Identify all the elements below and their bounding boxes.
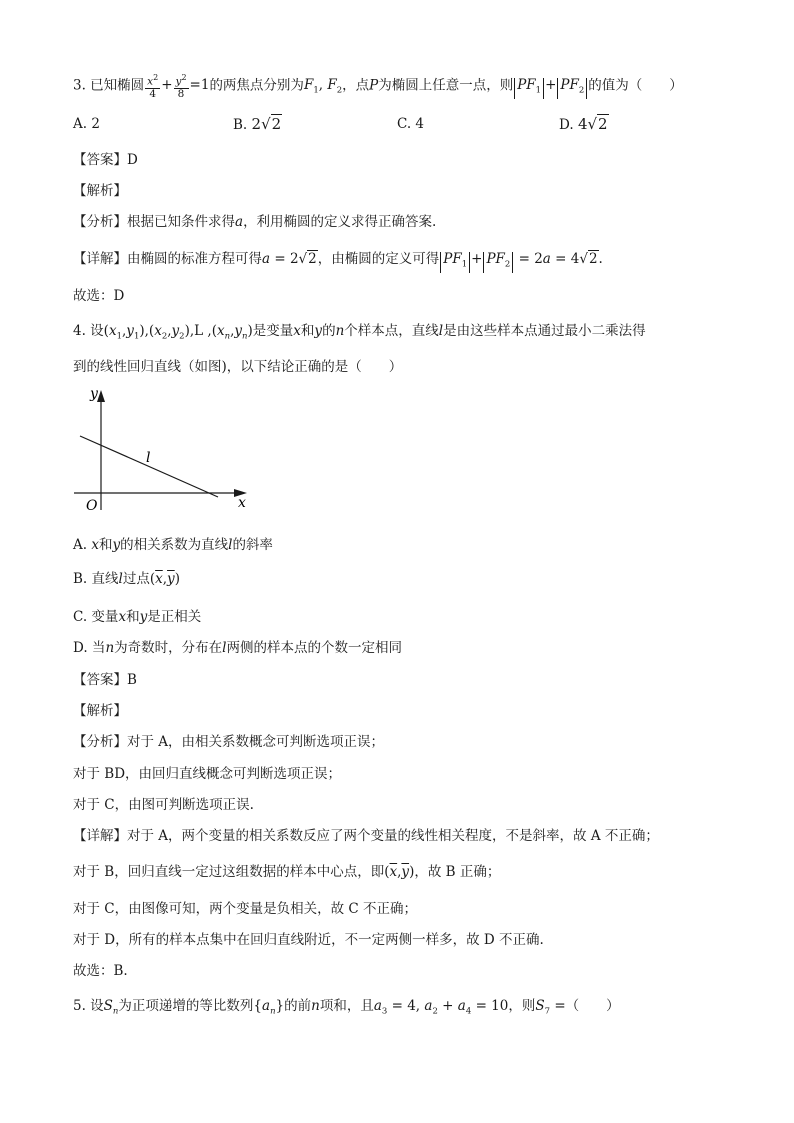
q4-xiangjie-1: 【详解】对于 A，两个变量的相关系数反应了两个变量的线性相关程度，不是斜率，故 A 不正确； — [73, 828, 659, 844]
line-label: l — [146, 450, 151, 466]
point-p: P — [369, 77, 379, 94]
origin-label: O — [86, 498, 98, 514]
q4-stem: 4. 设$(x_1,y_1),(x_2,y_2),L$ $,(x_n,y_n)$是变量x和y的n个样本点，直线l是由这些样本点通过最小二乘法得 — [73, 323, 646, 342]
q3-xiangjie: 【详解】由椭圆的标准方程可得a = 2√2，由椭圆的定义可得 $PF_1 + PF_2 = 2a = 4√2$. — [73, 249, 603, 273]
q4-fenxi-1: 【分析】对于 A，由相关系数概念可判断选项正误； — [73, 734, 385, 750]
q4-analysis-label: 【解析】 — [73, 703, 127, 719]
q4-fenxi-2: 对于 BD，由回归直线概念可判断选项正误； — [73, 766, 342, 782]
q3-result: 故选：D — [73, 288, 125, 304]
q4-option-c: C. 变量x和y是正相关 — [73, 609, 202, 625]
foci: $F_1$, $F_2$ — [303, 77, 343, 96]
distance-sum: $PF_1 + PF_2$ — [513, 77, 588, 93]
q3-options — [73, 114, 713, 134]
q3-fenxi: 【分析】根据已知条件求得a，利用椭圆的定义求得正确答案. — [73, 214, 437, 230]
q4-option-a: A. x和y的相关系数为直线l的斜率 — [73, 537, 273, 553]
x-axis — [74, 489, 247, 497]
q5-stem: 5. 设$S_n$为正项递增的等比数列$\{a_n\}$的前n项和，且$a_3 = 4$, $a_2 + a_4 = 10$，则$S_7$ =（ ） — [73, 998, 620, 1017]
q4-xiangjie-2: 对于 B，回归直线一定过这组数据的样本中心点，即$(\overline{x},\overline{y})$，故 B 正确； — [73, 864, 501, 880]
q4-stem-line2: 到的线性回归直线（如图)，以下结论正确的是（ ） — [73, 359, 403, 375]
y-axis — [97, 390, 105, 510]
q3-stem: 3. 已知椭圆 $\frac{x^2}{4}$ + $\frac{y^2}{8}$ =1的两焦点分别为$F_1$, $F_2$，点P为椭圆上任意一点，则 $PF_1 + PF_2$ 的值为（ ） — [73, 73, 683, 100]
q4-xiangjie-4: 对于 D，所有的样本点集中在回归直线附近，不一定两侧一样多，故 D 不正确. — [73, 932, 544, 948]
q3-answer: 【答案】D — [73, 152, 138, 168]
q3-option-b: B. 2√2 — [233, 115, 282, 133]
q4-option-d: D. 当n为奇数时，分布在l两侧的样本点的个数一定相同 — [73, 640, 402, 656]
q4-result: 故选：B. — [73, 963, 128, 979]
q3-option-d: D. 4√2 — [559, 115, 608, 133]
y-axis-label: y — [90, 386, 98, 402]
regression-figure — [68, 384, 258, 514]
ellipse-equation: $\frac{x^2}{4}$ + $\frac{y^2}{8}$ =1 — [147, 73, 210, 100]
q3-option-c: C. 4 — [397, 116, 425, 132]
x-axis-label: x — [238, 495, 246, 511]
q4-option-b: B. 直线l过点$(\overline{x},\overline{y})$ — [73, 571, 180, 587]
q3-option-a: A. 2 — [73, 116, 100, 132]
q4-fenxi-3: 对于 C，由图可判断选项正误. — [73, 797, 254, 813]
q4-xiangjie-3: 对于 C，由图像可知，两个变量是负相关，故 C 不正确； — [73, 901, 418, 917]
q3-analysis-label: 【解析】 — [73, 183, 127, 199]
q4-answer: 【答案】B — [73, 672, 137, 688]
